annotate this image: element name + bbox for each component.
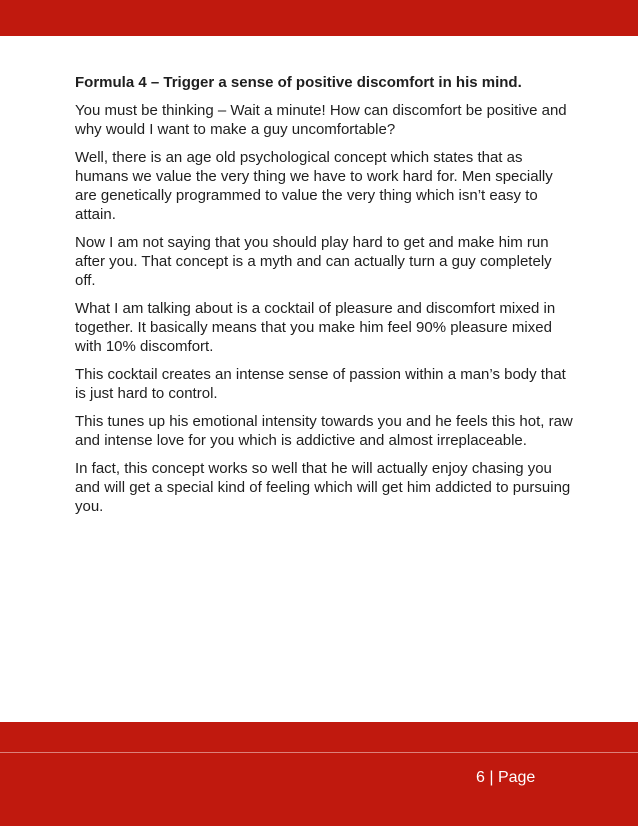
- footer-band: [0, 722, 638, 826]
- paragraph: In fact, this concept works so well that he will actually enjoy chasing you and will get a special kind of feeling which will get him addicted to pursuing you.: [75, 460, 571, 515]
- footer-divider: [0, 752, 638, 753]
- paragraph: This tunes up his emotional intensity towards you and he feels this hot, raw and intense love for you which is addictive and almost irreplaceable.: [75, 413, 573, 449]
- paragraph: What I am talking about is a cocktail of pleasure and discomfort mixed in together. It basically means that you make him feel 90% pleasure mixed with 10% discomfort.: [75, 300, 556, 355]
- section-heading: Formula 4 – Trigger a sense of positive discomfort in his mind.: [75, 74, 522, 91]
- header-band: [0, 0, 638, 36]
- paragraph: This cocktail creates an intense sense of passion within a man’s body that is just hard to control.: [75, 366, 566, 402]
- page-body: [75, 73, 575, 525]
- paragraph: Now I am not saying that you should play hard to get and make him run after you. That concept is a myth and can actually turn a guy completely off.: [75, 234, 552, 289]
- page-number: 6 | Page: [476, 769, 536, 786]
- paragraph: You must be thinking – Wait a minute! How can discomfort be positive and why would I want to make a guy uncomfortable?: [75, 102, 567, 138]
- paragraph: Well, there is an age old psychological concept which states that as humans we value the very thing we have to work hard for. Men specially are genetically programmed to value the very thing which isn’t easy to attain.: [75, 149, 553, 223]
